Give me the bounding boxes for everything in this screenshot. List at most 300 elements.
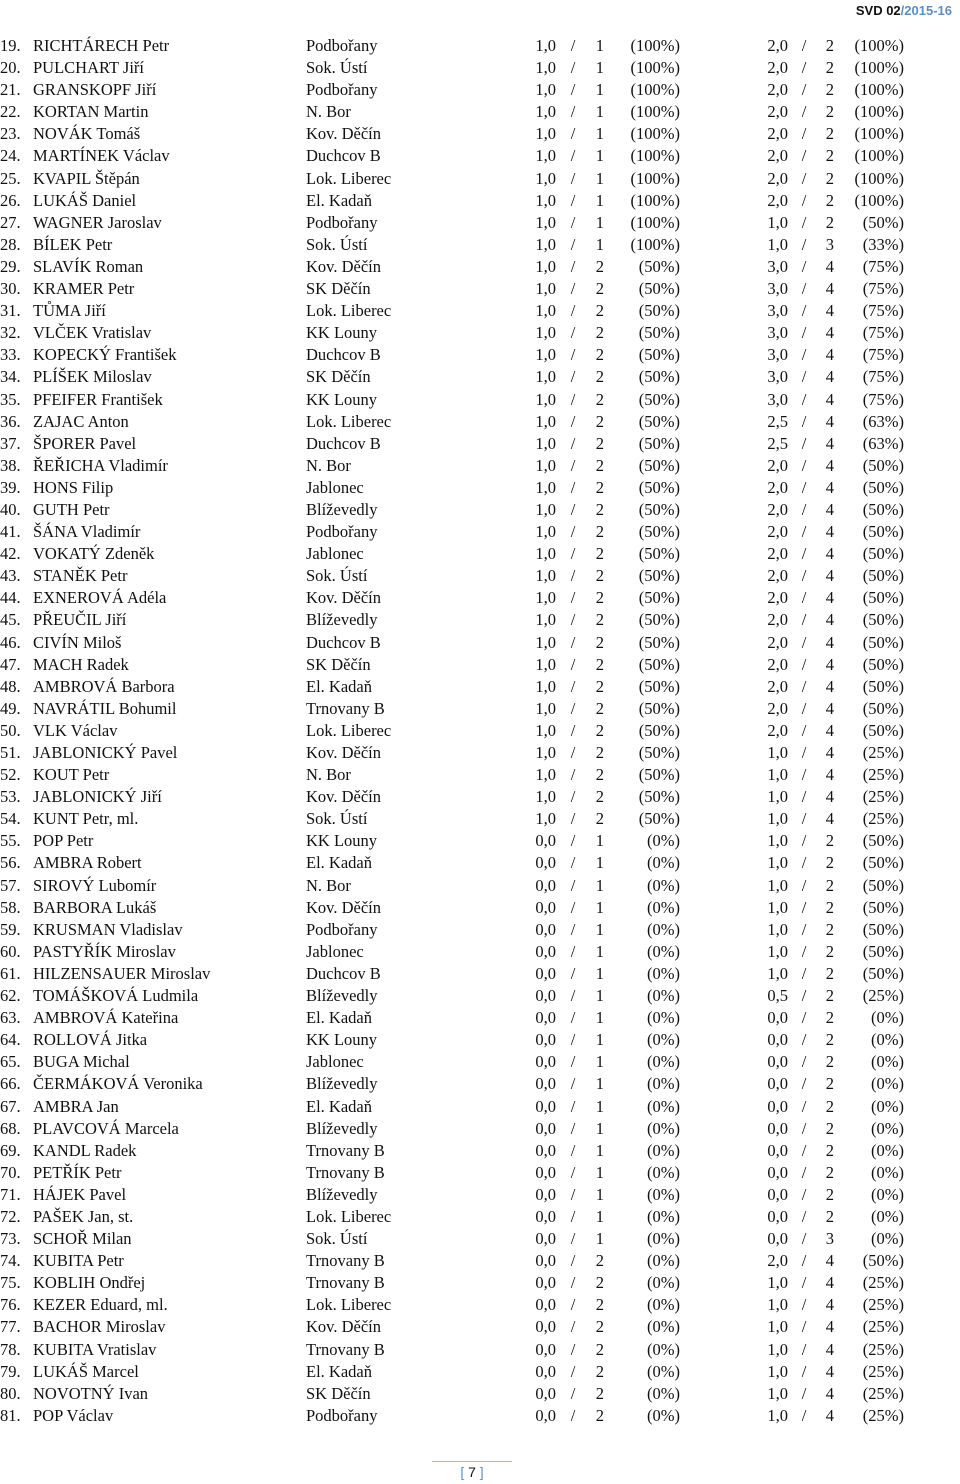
separator-2-cell: /	[801, 212, 807, 232]
table-row	[0, 808, 904, 830]
games-2-cell: 4	[825, 499, 834, 519]
percent-2-cell: (63%)	[862, 411, 904, 431]
points-2-cell: 2,0	[767, 168, 788, 188]
points-2-cell: 0,0	[767, 1140, 788, 1160]
spacer-cell	[680, 1096, 760, 1118]
separator-2-cell: /	[801, 1096, 807, 1116]
club-cell: KK Louny	[306, 831, 378, 851]
rank-cell: 45.	[0, 610, 21, 630]
separator-2-cell: /	[801, 345, 807, 365]
percent-1-cell: (50%)	[638, 279, 680, 299]
separator-1-cell: /	[570, 632, 576, 652]
rank-cell: 66.	[0, 1074, 21, 1094]
player-name-cell: MARTÍNEK Václav	[33, 146, 170, 166]
games-1-cell: 2	[595, 1273, 604, 1293]
games-2-cell: 2	[825, 919, 834, 939]
percent-1-cell: (0%)	[647, 1251, 680, 1271]
player-name-cell: HÁJEK Pavel	[33, 1184, 127, 1204]
rank-cell: 43.	[0, 566, 21, 586]
games-1-cell: 1	[595, 36, 604, 55]
rank-cell: 35.	[0, 389, 21, 409]
games-2-cell: 4	[825, 1251, 834, 1271]
separator-1-cell: /	[570, 411, 576, 431]
table-row	[0, 168, 904, 190]
percent-2-cell: (25%)	[862, 986, 904, 1006]
table-row	[0, 1361, 904, 1383]
rank-cell: 56.	[0, 853, 21, 873]
percent-2-cell: (50%)	[862, 919, 904, 939]
percent-2-cell: (63%)	[862, 433, 904, 453]
separator-1-cell: /	[570, 654, 576, 674]
rank-cell: 29.	[0, 256, 21, 276]
table-row	[0, 1162, 904, 1184]
percent-2-cell: (50%)	[862, 566, 904, 586]
rank-cell: 21.	[0, 80, 21, 100]
player-name-cell: KUNT Petr, ml.	[33, 809, 139, 829]
games-2-cell: 2	[825, 1118, 834, 1138]
table-row	[0, 1140, 904, 1162]
percent-1-cell: (100%)	[630, 212, 680, 232]
club-cell: Lok. Liberec	[306, 411, 392, 431]
player-name-cell: PAŠEK Jan, st.	[33, 1206, 134, 1226]
games-1-cell: 2	[595, 1295, 604, 1315]
player-name-cell: PASTYŘÍK Miroslav	[33, 941, 176, 961]
games-1-cell: 2	[595, 698, 604, 718]
spacer-cell	[680, 1184, 760, 1206]
spacer-cell	[680, 344, 760, 366]
games-2-cell: 4	[825, 345, 834, 365]
rank-cell: 47.	[0, 654, 21, 674]
table-row	[0, 1184, 904, 1206]
club-cell: Duchcov B	[306, 963, 381, 983]
percent-1-cell: (0%)	[647, 1162, 680, 1182]
separator-1-cell: /	[570, 720, 576, 740]
separator-2-cell: /	[801, 411, 807, 431]
rank-cell: 60.	[0, 941, 21, 961]
points-1-cell: 1,0	[535, 279, 556, 299]
spacer-cell	[680, 234, 760, 256]
separator-1-cell: /	[570, 1096, 576, 1116]
club-cell: KK Louny	[306, 389, 378, 409]
club-cell: Jablonec	[306, 941, 364, 961]
separator-1-cell: /	[570, 1140, 576, 1160]
games-2-cell: 2	[825, 58, 834, 78]
percent-2-cell: (0%)	[871, 1184, 904, 1204]
percent-2-cell: (0%)	[871, 1096, 904, 1116]
points-1-cell: 0,0	[535, 1140, 556, 1160]
points-2-cell: 2,0	[767, 632, 788, 652]
points-2-cell: 1,0	[767, 234, 788, 254]
separator-1-cell: /	[570, 190, 576, 210]
spacer-cell	[680, 300, 760, 322]
percent-2-cell: (75%)	[862, 301, 904, 321]
games-2-cell: 2	[825, 1162, 834, 1182]
separator-1-cell: /	[570, 367, 576, 387]
games-2-cell: 4	[825, 389, 834, 409]
games-1-cell: 2	[595, 433, 604, 453]
games-1-cell: 1	[595, 1162, 604, 1182]
separator-2-cell: /	[801, 1361, 807, 1381]
games-1-cell: 2	[595, 1405, 604, 1425]
separator-1-cell: /	[570, 455, 576, 475]
games-1-cell: 1	[595, 831, 604, 851]
spacer-cell	[680, 389, 760, 411]
points-1-cell: 1,0	[535, 787, 556, 807]
rank-cell: 52.	[0, 765, 21, 785]
separator-1-cell: /	[570, 1074, 576, 1094]
points-2-cell: 2,0	[767, 80, 788, 100]
points-1-cell: 1,0	[535, 58, 556, 78]
points-2-cell: 2,0	[767, 610, 788, 630]
percent-1-cell: (0%)	[647, 1295, 680, 1315]
percent-1-cell: (0%)	[647, 986, 680, 1006]
points-2-cell: 1,0	[767, 809, 788, 829]
percent-2-cell: (25%)	[862, 1273, 904, 1293]
percent-2-cell: (50%)	[862, 941, 904, 961]
games-2-cell: 2	[825, 102, 834, 122]
games-1-cell: 2	[595, 1251, 604, 1271]
points-1-cell: 1,0	[535, 654, 556, 674]
player-name-cell: ŠPORER Pavel	[33, 433, 137, 453]
percent-2-cell: (50%)	[862, 544, 904, 564]
table-row	[0, 1339, 904, 1361]
percent-1-cell: (50%)	[638, 765, 680, 785]
games-1-cell: 2	[595, 345, 604, 365]
points-2-cell: 1,0	[767, 897, 788, 917]
spacer-cell	[680, 123, 760, 145]
points-2-cell: 0,0	[767, 1030, 788, 1050]
table-row	[0, 1294, 904, 1316]
separator-1-cell: /	[570, 1052, 576, 1072]
separator-1-cell: /	[570, 1184, 576, 1204]
club-cell: SK Děčín	[306, 654, 371, 674]
games-2-cell: 4	[825, 477, 834, 497]
separator-2-cell: /	[801, 897, 807, 917]
spacer-cell	[680, 190, 760, 212]
percent-2-cell: (100%)	[854, 102, 904, 122]
games-2-cell: 4	[825, 323, 834, 343]
spacer-cell	[680, 654, 760, 676]
club-cell: N. Bor	[306, 765, 351, 785]
games-1-cell: 2	[595, 1383, 604, 1403]
player-name-cell: PŘEUČIL Jiří	[33, 610, 127, 630]
club-cell: Sok. Ústí	[306, 1229, 368, 1249]
rank-cell: 65.	[0, 1052, 21, 1072]
player-name-cell: ZAJAC Anton	[33, 411, 129, 431]
separator-2-cell: /	[801, 1162, 807, 1182]
points-2-cell: 3,0	[767, 301, 788, 321]
points-1-cell: 0,0	[535, 1317, 556, 1337]
spacer-cell	[680, 1140, 760, 1162]
games-1-cell: 2	[595, 610, 604, 630]
separator-1-cell: /	[570, 433, 576, 453]
player-name-cell: KVAPIL Štěpán	[33, 168, 140, 188]
club-cell: Trnovany B	[306, 1251, 385, 1271]
games-2-cell: 2	[825, 1030, 834, 1050]
table-row	[0, 676, 904, 698]
spacer-cell	[680, 786, 760, 808]
player-name-cell: KUBITA Vratislav	[33, 1339, 157, 1359]
club-cell: Trnovany B	[306, 1162, 385, 1182]
percent-1-cell: (0%)	[647, 875, 680, 895]
points-1-cell: 1,0	[535, 367, 556, 387]
separator-1-cell: /	[570, 80, 576, 100]
games-1-cell: 2	[595, 1339, 604, 1359]
spacer-cell	[680, 609, 760, 631]
separator-1-cell: /	[570, 765, 576, 785]
rank-cell: 41.	[0, 522, 21, 542]
separator-2-cell: /	[801, 1229, 807, 1249]
separator-2-cell: /	[801, 389, 807, 409]
rank-cell: 49.	[0, 698, 21, 718]
percent-2-cell: (0%)	[871, 1030, 904, 1050]
games-1-cell: 1	[595, 963, 604, 983]
player-name-cell: MACH Radek	[33, 654, 129, 674]
rank-cell: 30.	[0, 279, 21, 299]
percent-1-cell: (0%)	[647, 1339, 680, 1359]
table-row	[0, 543, 904, 565]
games-1-cell: 2	[595, 743, 604, 762]
club-cell: N. Bor	[306, 875, 351, 895]
games-1-cell: 2	[595, 411, 604, 431]
games-2-cell: 4	[825, 720, 834, 740]
club-cell: N. Bor	[306, 455, 351, 475]
rank-cell: 38.	[0, 455, 21, 475]
percent-2-cell: (75%)	[862, 256, 904, 276]
percent-1-cell: (50%)	[638, 566, 680, 586]
percent-1-cell: (0%)	[647, 963, 680, 983]
games-2-cell: 2	[825, 80, 834, 100]
games-1-cell: 2	[595, 809, 604, 829]
points-1-cell: 1,0	[535, 146, 556, 166]
percent-1-cell: (50%)	[638, 345, 680, 365]
club-cell: Duchcov B	[306, 345, 381, 365]
games-1-cell: 2	[595, 522, 604, 542]
player-name-cell: PFEIFER František	[33, 389, 163, 409]
player-name-cell: KRAMER Petr	[33, 279, 135, 299]
separator-2-cell: /	[801, 632, 807, 652]
games-1-cell: 2	[595, 654, 604, 674]
games-1-cell: 1	[595, 1096, 604, 1116]
separator-2-cell: /	[801, 986, 807, 1006]
games-2-cell: 4	[825, 787, 834, 807]
spacer-cell	[680, 1118, 760, 1140]
games-2-cell: 3	[825, 234, 834, 254]
percent-1-cell: (50%)	[638, 787, 680, 807]
table-row	[0, 963, 904, 985]
separator-2-cell: /	[801, 323, 807, 343]
games-1-cell: 2	[595, 279, 604, 299]
spacer-cell	[680, 1361, 760, 1383]
rank-cell: 26.	[0, 190, 21, 210]
games-1-cell: 1	[595, 234, 604, 254]
separator-2-cell: /	[801, 146, 807, 166]
club-cell: Sok. Ústí	[306, 566, 368, 586]
club-cell: Sok. Ústí	[306, 58, 368, 78]
club-cell: Trnovany B	[306, 1339, 385, 1359]
rank-cell: 51.	[0, 743, 21, 762]
spacer-cell	[680, 632, 760, 654]
separator-2-cell: /	[801, 1052, 807, 1072]
points-2-cell: 2,0	[767, 190, 788, 210]
table-row	[0, 1029, 904, 1051]
percent-1-cell: (100%)	[630, 190, 680, 210]
points-2-cell: 0,0	[767, 1229, 788, 1249]
points-1-cell: 1,0	[535, 499, 556, 519]
spacer-cell	[680, 1073, 760, 1095]
separator-2-cell: /	[801, 809, 807, 829]
games-1-cell: 1	[595, 1074, 604, 1094]
separator-1-cell: /	[570, 963, 576, 983]
spacer-cell	[680, 1316, 760, 1338]
games-1-cell: 1	[595, 1052, 604, 1072]
games-2-cell: 2	[825, 1052, 834, 1072]
club-cell: Sok. Ústí	[306, 809, 368, 829]
table-row	[0, 366, 904, 388]
points-2-cell: 0,0	[767, 1118, 788, 1138]
points-1-cell: 1,0	[535, 676, 556, 696]
percent-1-cell: (0%)	[647, 1273, 680, 1293]
separator-2-cell: /	[801, 566, 807, 586]
rank-cell: 68.	[0, 1118, 21, 1138]
separator-2-cell: /	[801, 367, 807, 387]
club-cell: Duchcov B	[306, 433, 381, 453]
points-2-cell: 1,0	[767, 212, 788, 232]
points-1-cell: 0,0	[535, 1273, 556, 1293]
table-row	[0, 1405, 904, 1427]
club-cell: El. Kadaň	[306, 1096, 372, 1116]
percent-2-cell: (50%)	[862, 522, 904, 542]
games-1-cell: 2	[595, 765, 604, 785]
separator-1-cell: /	[570, 897, 576, 917]
spacer-cell	[680, 1383, 760, 1405]
points-1-cell: 1,0	[535, 698, 556, 718]
table-row	[0, 985, 904, 1007]
separator-1-cell: /	[570, 1206, 576, 1226]
separator-1-cell: /	[570, 477, 576, 497]
player-name-cell: HILZENSAUER Miroslav	[33, 963, 211, 983]
percent-1-cell: (0%)	[647, 1405, 680, 1425]
percent-2-cell: (0%)	[871, 1229, 904, 1249]
games-2-cell: 4	[825, 301, 834, 321]
club-cell: Blíževedly	[306, 986, 378, 1006]
percent-1-cell: (0%)	[647, 1118, 680, 1138]
games-2-cell: 2	[825, 853, 834, 873]
separator-2-cell: /	[801, 1339, 807, 1359]
club-cell: Lok. Liberec	[306, 301, 392, 321]
games-1-cell: 1	[595, 875, 604, 895]
club-cell: Duchcov B	[306, 146, 381, 166]
club-cell: Blíževedly	[306, 1184, 378, 1204]
table-row	[0, 852, 904, 874]
table-row	[0, 322, 904, 344]
points-2-cell: 1,0	[767, 765, 788, 785]
results-table-body	[0, 35, 904, 1427]
points-2-cell: 1,0	[767, 1383, 788, 1403]
club-cell: Blíževedly	[306, 610, 378, 630]
rank-cell: 46.	[0, 632, 21, 652]
table-row	[0, 1206, 904, 1228]
separator-1-cell: /	[570, 256, 576, 276]
separator-2-cell: /	[801, 477, 807, 497]
points-1-cell: 1,0	[535, 522, 556, 542]
percent-2-cell: (25%)	[862, 765, 904, 785]
games-1-cell: 1	[595, 58, 604, 78]
separator-1-cell: /	[570, 1317, 576, 1337]
games-2-cell: 2	[825, 963, 834, 983]
club-cell: Kov. Děčín	[306, 256, 381, 276]
percent-2-cell: (33%)	[862, 234, 904, 254]
table-row	[0, 587, 904, 609]
percent-1-cell: (50%)	[638, 632, 680, 652]
percent-2-cell: (50%)	[862, 610, 904, 630]
points-1-cell: 0,0	[535, 941, 556, 961]
table-row	[0, 941, 904, 963]
separator-1-cell: /	[570, 566, 576, 586]
games-2-cell: 4	[825, 1361, 834, 1381]
rank-cell: 69.	[0, 1140, 21, 1160]
table-row	[0, 1051, 904, 1073]
percent-2-cell: (75%)	[862, 279, 904, 299]
player-name-cell: EXNEROVÁ Adéla	[33, 588, 167, 608]
separator-1-cell: /	[570, 1405, 576, 1425]
percent-2-cell: (50%)	[862, 720, 904, 740]
separator-2-cell: /	[801, 1295, 807, 1315]
player-name-cell: AMBRA Robert	[33, 853, 142, 873]
spacer-cell	[680, 764, 760, 786]
player-name-cell: VLK Václav	[33, 720, 118, 740]
games-2-cell: 4	[825, 765, 834, 785]
percent-1-cell: (100%)	[630, 234, 680, 254]
rank-cell: 73.	[0, 1229, 21, 1249]
player-name-cell: PETŘÍK Petr	[33, 1162, 122, 1182]
club-cell: Jablonec	[306, 544, 364, 564]
spacer-cell	[680, 897, 760, 919]
rank-cell: 67.	[0, 1096, 21, 1116]
points-2-cell: 1,0	[767, 1361, 788, 1381]
points-2-cell: 2,0	[767, 588, 788, 608]
separator-2-cell: /	[801, 433, 807, 453]
points-1-cell: 1,0	[535, 80, 556, 100]
games-1-cell: 1	[595, 80, 604, 100]
rank-cell: 55.	[0, 831, 21, 851]
club-cell: El. Kadaň	[306, 190, 372, 210]
club-cell: El. Kadaň	[306, 676, 372, 696]
separator-1-cell: /	[570, 853, 576, 873]
table-row	[0, 101, 904, 123]
separator-2-cell: /	[801, 190, 807, 210]
points-1-cell: 0,0	[535, 919, 556, 939]
percent-1-cell: (0%)	[647, 1052, 680, 1072]
spacer-cell	[680, 1294, 760, 1316]
points-1-cell: 1,0	[535, 345, 556, 365]
player-name-cell: JABLONICKÝ Jiří	[33, 787, 162, 807]
points-2-cell: 2,0	[767, 146, 788, 166]
percent-1-cell: (50%)	[638, 544, 680, 564]
player-name-cell: PULCHART Jiří	[33, 58, 145, 78]
table-row	[0, 300, 904, 322]
percent-2-cell: (100%)	[854, 124, 904, 144]
percent-1-cell: (100%)	[630, 36, 680, 55]
points-1-cell: 0,0	[535, 897, 556, 917]
separator-2-cell: /	[801, 853, 807, 873]
table-row	[0, 1316, 904, 1338]
separator-2-cell: /	[801, 1140, 807, 1160]
games-1-cell: 1	[595, 212, 604, 232]
separator-1-cell: /	[570, 301, 576, 321]
games-1-cell: 2	[595, 477, 604, 497]
separator-1-cell: /	[570, 168, 576, 188]
